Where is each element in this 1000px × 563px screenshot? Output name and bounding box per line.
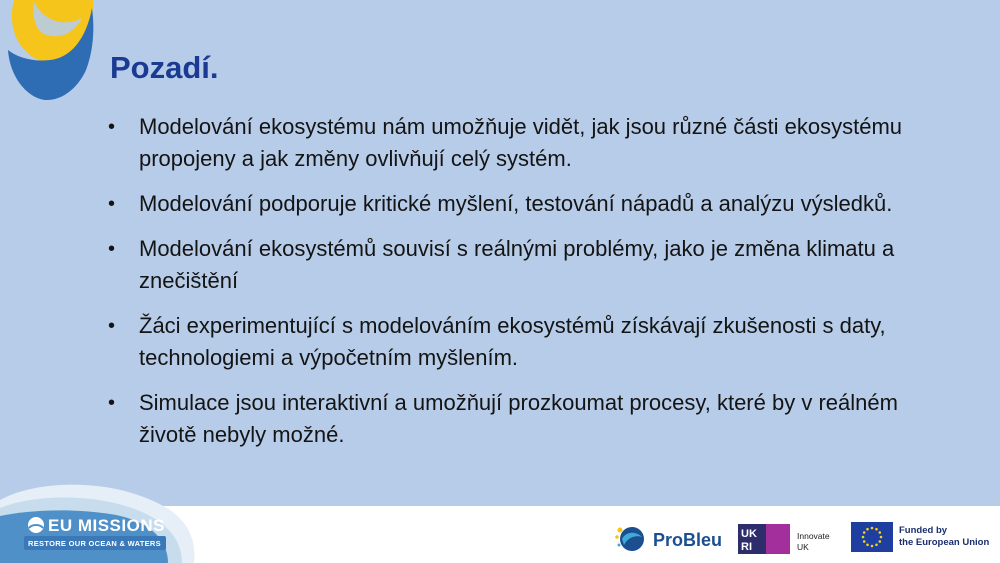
innovate-line: Innovate — [797, 531, 830, 541]
bullet-list — [108, 111, 908, 464]
eu-flag-icon — [851, 522, 893, 552]
european-union-line: the European Union — [899, 537, 990, 548]
innovate-uk-label — [797, 531, 830, 553]
bullet-item — [108, 387, 908, 451]
page-title: Pozadí. — [110, 50, 219, 85]
bullet-item — [108, 111, 908, 175]
funded-line: Funded by — [899, 525, 948, 536]
eu-funded-label — [899, 525, 989, 549]
bullet-dot: • — [108, 392, 116, 414]
svg-text:UK: UK — [741, 528, 757, 540]
eu-missions-subtitle: RESTORE OUR OCEAN & WATERS — [28, 539, 161, 548]
eu-missions-title: EU MISSIONS — [48, 516, 165, 535]
bullet-text: Simulace jsou interaktivní a umožňují prozkoumat procesy, které by v reálném životě nebyly možné. — [139, 390, 898, 447]
bullet-dot: • — [108, 193, 116, 215]
bullet-item — [108, 310, 908, 374]
bullet-text: Modelování ekosystému nám umožňuje vidět, jak jsou různé části ekosystému propojeny a jak změny ovlivňují celý systém. — [139, 114, 903, 171]
svg-text:RI: RI — [741, 541, 752, 553]
probleu-label: ProBleu — [653, 530, 723, 550]
bullet-item — [108, 233, 908, 297]
bullet-text: Modelování ekosystémů souvisí s reálnými problémy, jako je změna klimatu a znečištění — [139, 236, 895, 293]
bullet-item — [108, 188, 908, 220]
bullet-text: Žáci experimentující s modelováním ekosystémů získávají zkušenosti s daty, technologiemi a výpočetním myšlením. — [139, 313, 886, 370]
uk-line: UK — [797, 542, 809, 552]
bullet-dot: • — [108, 315, 116, 337]
bullet-dot: • — [108, 116, 116, 138]
corner-logo-icon — [0, 0, 100, 105]
bullet-text: Modelování podporuje kritické myšlení, testování nápadů a analýzu výsledků. — [139, 191, 893, 216]
bullet-dot: • — [108, 238, 116, 260]
